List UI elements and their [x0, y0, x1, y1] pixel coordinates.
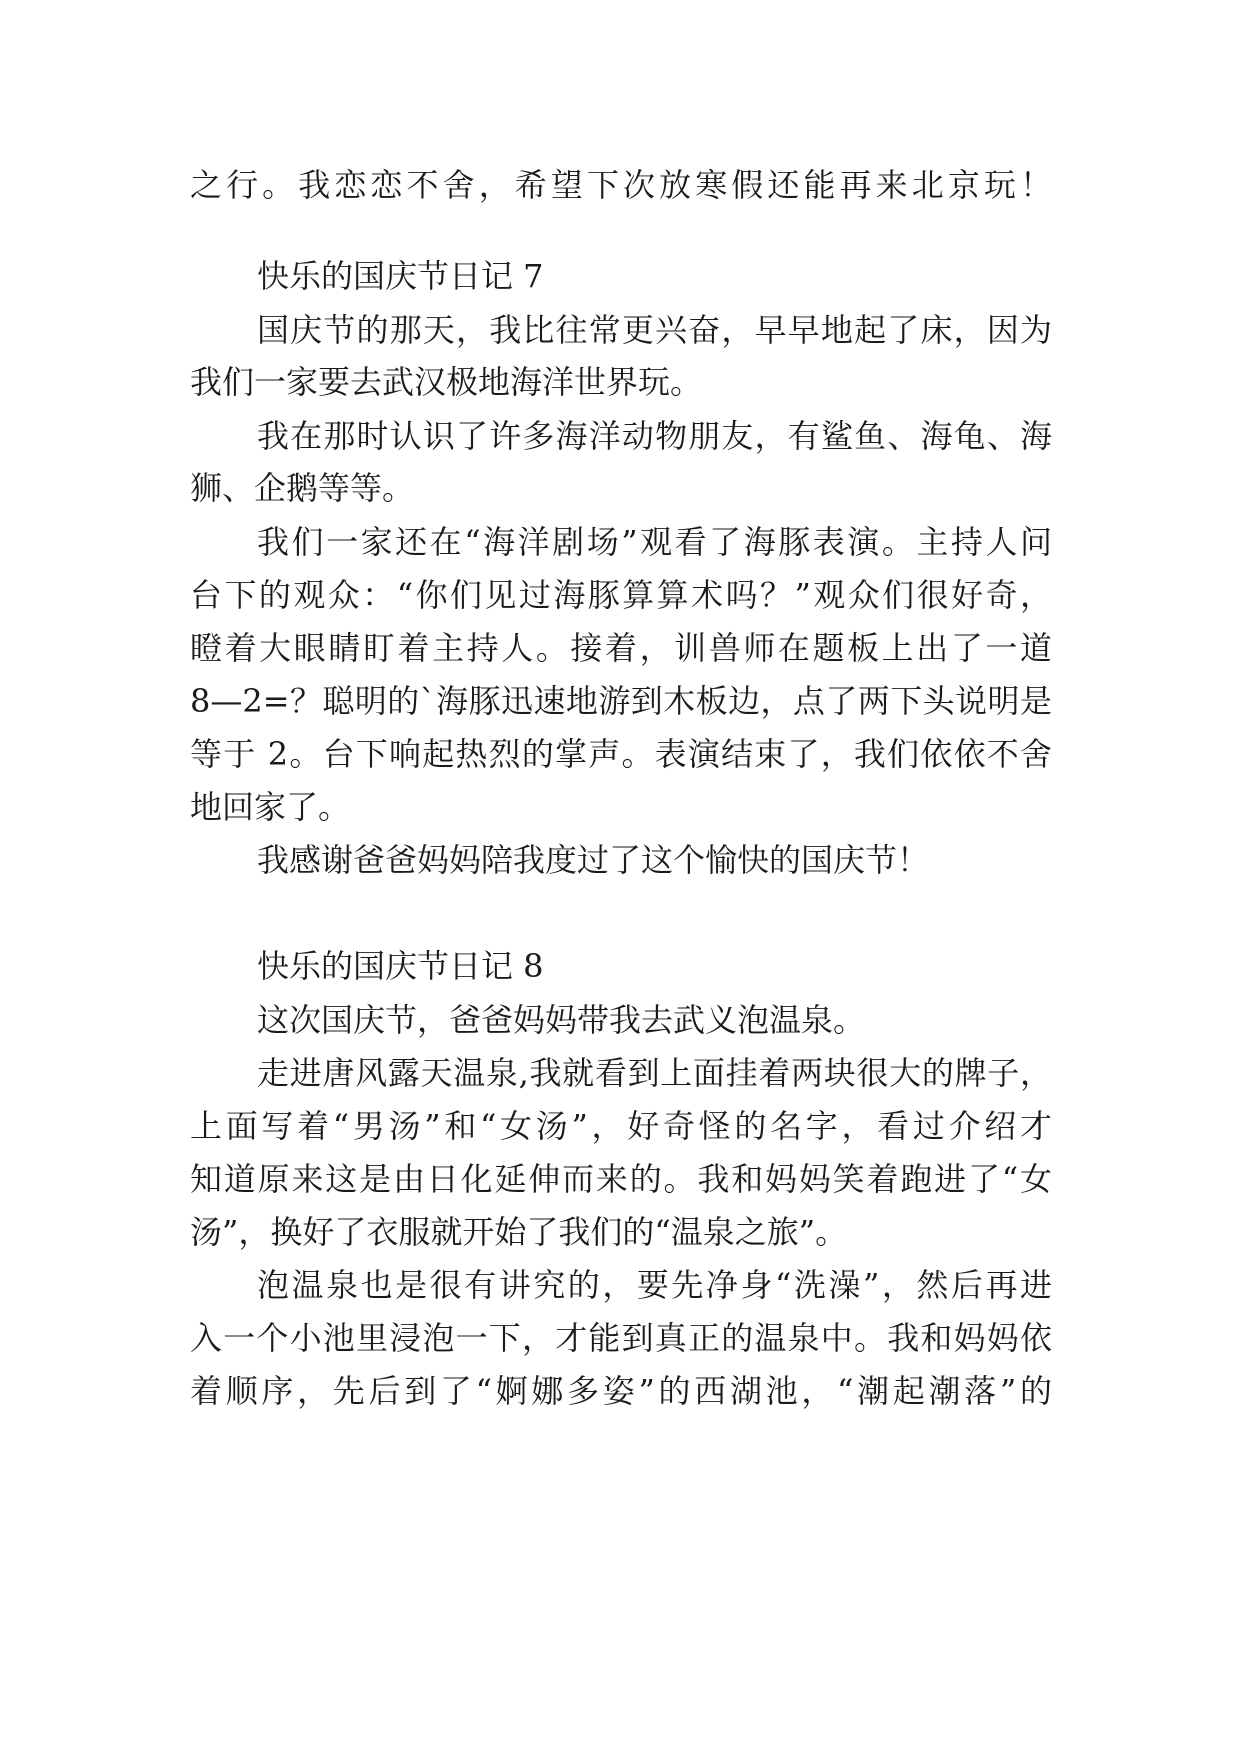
paragraph-line: 之行。我恋恋不舍，希望下次放寒假还能再来北京玩！	[190, 166, 1052, 204]
paragraph-line: 我们一家要去武汉极地海洋世界玩。	[190, 363, 703, 401]
paragraph-line: 等于 2。台下响起热烈的掌声。表演结束了，我们依依不舍	[190, 735, 1052, 773]
paragraph-line: 知道原来这是由日化延伸而来的。我和妈妈笑着跑进了“女	[190, 1160, 1052, 1198]
section-title: 快乐的国庆节日记 7	[257, 257, 544, 295]
paragraph-line: 走进唐风露天温泉,我就看到上面挂着两块很大的牌子，	[257, 1054, 1052, 1092]
paragraph-line: 我感谢爸爸妈妈陪我度过了这个愉快的国庆节！	[257, 841, 930, 879]
paragraph-line: 台下的观众：“你们见过海豚算算术吗？”观众们很好奇，	[190, 576, 1052, 614]
paragraph-line: 我们一家还在“海洋剧场”观看了海豚表演。主持人问	[257, 523, 1052, 561]
paragraph-line: 8—2=？聪明的`海豚迅速地游到木板边，点了两下头说明是	[190, 682, 1052, 720]
paragraph-line: 国庆节的那天，我比往常更兴奋，早早地起了床，因为	[257, 311, 1052, 349]
paragraph-line: 入一个小池里浸泡一下，才能到真正的温泉中。我和妈妈依	[190, 1319, 1052, 1357]
paragraph-line: 着顺序，先后到了“婀娜多姿”的西湖池，“潮起潮落”的	[190, 1372, 1052, 1410]
paragraph-line: 泡温泉也是很有讲究的，要先净身“洗澡”，然后再进	[257, 1266, 1052, 1304]
paragraph-line: 我在那时认识了许多海洋动物朋友，有鲨鱼、海龟、海	[257, 417, 1052, 455]
section-title: 快乐的国庆节日记 8	[257, 947, 544, 985]
paragraph-line: 狮、企鹅等等。	[190, 469, 415, 507]
paragraph-line: 瞪着大眼睛盯着主持人。接着，训兽师在题板上出了一道	[190, 629, 1052, 667]
paragraph-line: 汤”，换好了衣服就开始了我们的“温泉之旅”。	[190, 1213, 848, 1251]
paragraph-line: 上面写着“男汤”和“女汤”，好奇怪的名字，看过介绍才	[190, 1107, 1052, 1145]
paragraph-line: 地回家了。	[190, 788, 351, 826]
paragraph-line: 这次国庆节，爸爸妈妈带我去武义泡温泉。	[257, 1001, 866, 1039]
